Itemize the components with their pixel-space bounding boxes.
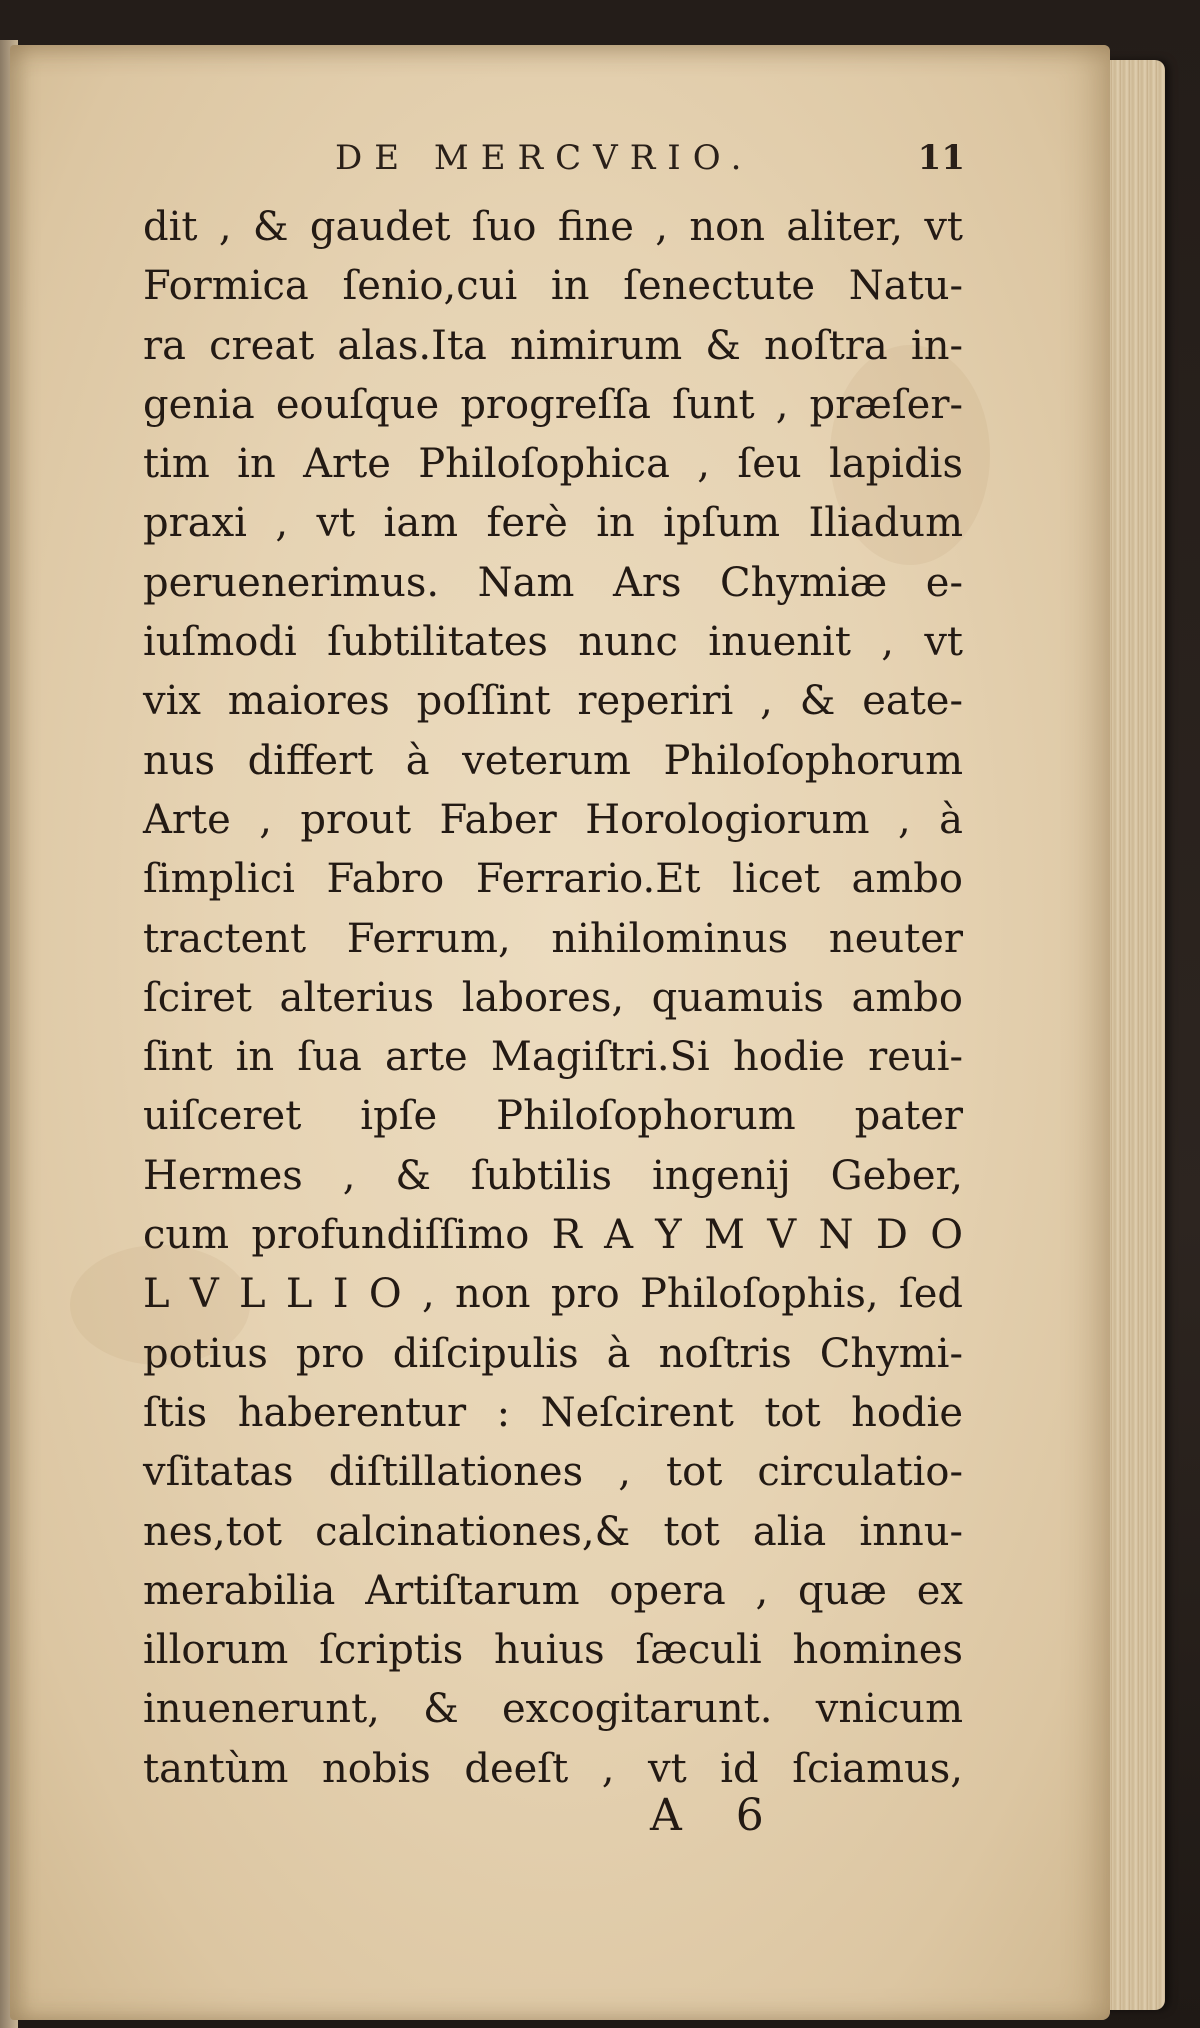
text-line: Formica ſenio,cui in ſenectute Natu- (143, 263, 963, 310)
text-line: ſint in ſua arte Magiſtri.Si hodie reui- (143, 1034, 963, 1081)
text-line: ſimplici Fabro Ferrario.Et licet ambo (143, 856, 963, 903)
text-line: dit , & gaudet ſuo fine , non aliter, vt (143, 204, 963, 250)
text-line: praxi , vt iam ferè in ipſum Iliadum (143, 500, 963, 547)
text-line: Hermes , & ſubtilis ingenij Geber, (143, 1152, 963, 1199)
text-line: tantùm nobis deeſt , vt id ſciamus, (143, 1745, 963, 1792)
text-line: nes,tot calcinationes,& tot alia innu- (143, 1508, 963, 1555)
text-line: peruenerimus. Nam Ars Chymiæ e- (143, 559, 963, 606)
text-line: ſtis haberentur : Neſcirent tot hodie (143, 1389, 963, 1436)
signature-mark: A 6 (650, 1790, 784, 1841)
body-text (143, 198, 963, 1799)
page-header (335, 138, 965, 188)
text-line: nus differt à veterum Philoſophorum (143, 737, 963, 784)
text-line: L V L L I O , non pro Philoſophis, ſed (143, 1271, 963, 1318)
text-line: genia eouſque progreſſa ſunt , præſer- (143, 381, 963, 428)
running-title: DE MERCVRIO. (335, 138, 754, 178)
text-line: inuenerunt, & excogitarunt. vnicum (143, 1686, 963, 1733)
text-line: tim in Arte Philoſophica , ſeu lapidis (143, 441, 963, 488)
page-number: 11 (917, 138, 965, 178)
text-line: ra creat alas.Ita nimirum & noſtra in- (143, 322, 963, 369)
text-line: ſciret alterius labores, quamuis ambo (143, 974, 963, 1021)
text-line: vix maiores poſſint reperiri , & eate- (143, 678, 963, 725)
text-line: Arte , prout Faber Horologiorum , à (143, 796, 963, 843)
text-line: cum profundiſſimo R A Y M V N D O (143, 1212, 963, 1259)
text-line: illorum ſcriptis huius ſæculi homines (143, 1627, 963, 1674)
text-line: iuſmodi ſubtilitates nunc inuenit , vt (143, 619, 963, 666)
text-line: potius pro diſcipulis à noſtris Chymi- (143, 1330, 963, 1377)
text-line: merabilia Artiſtarum opera , quæ ex (143, 1567, 963, 1614)
text-line: vſitatas diſtillationes , tot circulatio- (143, 1449, 963, 1496)
text-line: uiſceret ipſe Philoſophorum pater (143, 1093, 963, 1140)
text-line: tractent Ferrum, nihilominus neuter (143, 915, 963, 962)
